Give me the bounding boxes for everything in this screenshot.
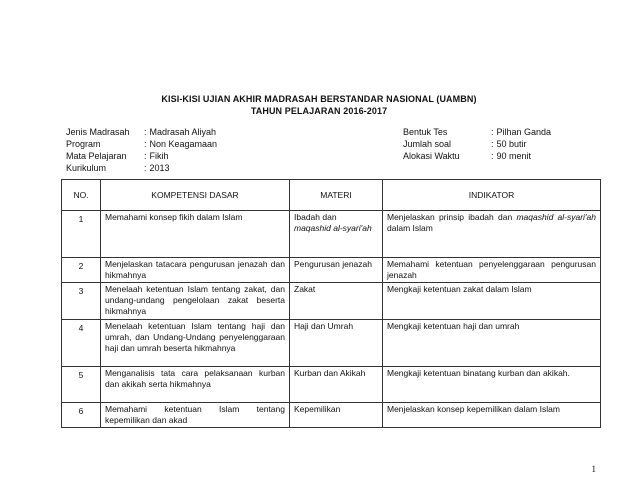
meta-key: Mata Pelajaran: [66, 151, 127, 161]
meta-key: Kurikulum: [66, 163, 107, 173]
row-materi: Kurban dan Akikah: [290, 367, 383, 403]
row-indikator: [383, 211, 601, 258]
row-materi: Kepemilikan: [290, 403, 383, 428]
row-indikator: Mengkaji ketentuan haji dan umrah: [383, 320, 601, 367]
row-number: [62, 258, 101, 283]
row-number: [62, 283, 101, 320]
row-indikator: Memahami ketentuan penyelenggaraan pengurusan jenazah: [383, 258, 601, 283]
indikator-italic-text: maqashid al-syari'ah: [516, 212, 596, 222]
row-number-text: 5: [78, 370, 84, 380]
row-materi: [290, 211, 383, 258]
row-kompetensi: Memahami ketentuan Islam tentang kepemilikan dan akad: [101, 403, 290, 428]
materi-italic-text: maqashid al-syari'ah: [294, 223, 372, 233]
page-number: 1: [591, 464, 596, 474]
row-materi: Pengurusan jenazah: [290, 258, 383, 283]
meta-value: 90 menit: [496, 151, 532, 161]
row-kompetensi: Menelaah ketentuan Islam tentang haji dan umrah, dan Undang-Undang penyelenggaraan haji dan umrah beserta hikmahnya: [101, 320, 290, 367]
row-number: [62, 403, 101, 428]
row-number-text: 2: [78, 261, 84, 271]
indikator-text: dalam Islam: [387, 223, 433, 233]
document-title: KISI-KISI UJIAN AKHIR MADRASAH BERSTANDAR NASIONAL (UAMBN): [161, 94, 477, 104]
meta-value: Non Keagamaan: [149, 139, 218, 149]
meta-key: Jenis Madrasah: [66, 127, 130, 137]
document-subtitle: TAHUN PELAJARAN 2016-2017: [250, 106, 388, 116]
meta-value: 50 butir: [496, 139, 527, 149]
materi-text: Ibadah dan: [294, 212, 337, 222]
row-kompetensi: Menganalisis tata cara pelaksanaan kurban dan akikah serta hikmahnya: [101, 367, 290, 403]
header-kompetensi-dasar: KOMPETENSI DASAR: [101, 180, 290, 211]
meta-key: Jumlah soal: [403, 139, 452, 149]
row-number: [62, 320, 101, 367]
row-number-text: 6: [78, 406, 84, 416]
table-row: [62, 283, 601, 320]
meta-separator: :: [491, 127, 494, 137]
meta-value: Madrasah Aliyah: [149, 127, 217, 137]
meta-row: [66, 150, 217, 162]
meta-separator: :: [491, 139, 494, 149]
meta-separator: :: [144, 127, 147, 137]
meta-key: Alokasi Waktu: [403, 151, 460, 161]
meta-left-block: [66, 126, 217, 174]
meta-value: Fikih: [149, 151, 169, 161]
row-number-text: 3: [78, 286, 84, 296]
row-kompetensi: Menjelaskan tatacara pengurusan jenazah dan hikmahnya: [101, 258, 290, 283]
meta-row: [403, 138, 551, 150]
table-row: [62, 403, 601, 428]
row-number-text: 1: [78, 214, 84, 224]
table-header-row: [62, 180, 601, 211]
table-row: [62, 367, 601, 403]
header-materi: MATERI: [290, 180, 383, 211]
meta-row: [66, 126, 217, 138]
meta-value: 2013: [149, 163, 170, 173]
meta-value: Pilhan Ganda: [496, 127, 552, 137]
meta-separator: :: [144, 163, 147, 173]
row-indikator: Mengkaji ketentuan binatang kurban dan akikah.: [383, 367, 601, 403]
meta-separator: :: [491, 151, 494, 161]
header-no: NO.: [62, 180, 101, 211]
meta-key: Program: [66, 139, 101, 149]
meta-row: [66, 162, 217, 174]
meta-row: [403, 126, 551, 138]
header-indikator: INDIKATOR: [383, 180, 601, 211]
row-number: [62, 367, 101, 403]
row-indikator: Mengkaji ketentuan zakat dalam Islam: [383, 283, 601, 320]
meta-separator: :: [144, 139, 147, 149]
meta-separator: :: [144, 151, 147, 161]
table-row: [62, 258, 601, 283]
row-number-text: 4: [78, 323, 84, 333]
meta-row: [66, 138, 217, 150]
row-materi: Haji dan Umrah: [290, 320, 383, 367]
indikator-text: Menjelaskan prinsip ibadah dan: [387, 212, 513, 222]
meta-row: [403, 150, 551, 162]
row-number: [62, 211, 101, 258]
row-kompetensi: Memahami konsep fikih dalam Islam: [101, 211, 290, 258]
table-row: [62, 211, 601, 258]
table-row: [62, 320, 601, 367]
row-indikator: Menjelaskan konsep kepemilikan dalam Islam: [383, 403, 601, 428]
meta-key: Bentuk Tes: [403, 127, 448, 137]
row-materi: Zakat: [290, 283, 383, 320]
row-kompetensi: Menelaah ketentuan Islam tentang zakat, dan undang-undang pengelolaan zakat beserta hikmahnya: [101, 283, 290, 320]
kisi-kisi-table: [61, 179, 601, 428]
meta-right-block: [403, 126, 551, 162]
